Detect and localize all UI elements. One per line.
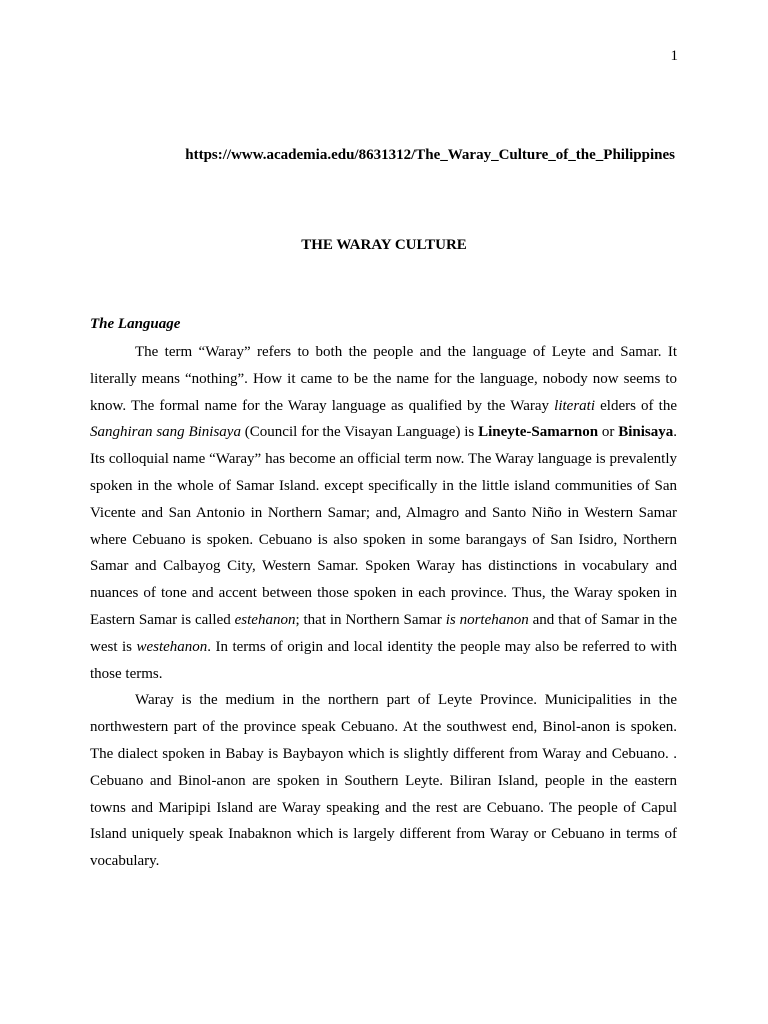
text-run: and that of Samar in the west is xyxy=(90,611,677,655)
text-run: . In terms of origin and local identity the people may also be referred to with those terms. xyxy=(90,638,678,682)
text-run-bold: Lineyte-Samarnon xyxy=(478,424,599,441)
source-url[interactable]: https://www.academia.edu/8631312/The_Waray_Culture_of_the_Philippines xyxy=(185,147,675,163)
text-run: elders of the xyxy=(595,397,677,414)
text-run-italic: westehanon xyxy=(136,638,208,655)
section-heading: The Language xyxy=(90,316,181,332)
text-run: Waray is the medium in the northern part of Leyte Province. Municipalities in the northwestern part of the province speak Cebuano. At the southwest end, Binol-anon is spoken. The dialect spoken in Babay is Baybayon which is slightly different from Waray and Cebuano. . Cebuano and Binol-anon are spoken in Southern Leyte. Biliran Island, people in the eastern towns and Maripipi Island are Waray speaking and the rest are Cebuano. The people of Capul Island uniquely speak Inabaknon which is largely different from Waray or Cebuano in terms of vocabulary. xyxy=(90,692,677,870)
document-title: THE WARAY CULTURE xyxy=(301,237,467,253)
body-text xyxy=(90,339,677,875)
text-run: or xyxy=(598,424,619,441)
text-run-italic: Sanghiran sang Binisaya xyxy=(90,424,241,441)
text-run-bold: Binisaya xyxy=(618,424,674,441)
text-run: (Council for the Visayan Language) is xyxy=(240,424,479,441)
paragraph xyxy=(90,339,677,687)
text-run: ; that in Northern Samar xyxy=(295,611,446,628)
text-run-italic: estehanon xyxy=(234,611,296,628)
text-run-italic: literati xyxy=(554,397,596,414)
text-run-italic: is nortehanon xyxy=(445,611,529,628)
text-run: The term “Waray” refers to both the people and the language of Leyte and Samar. It literally means “nothing”. How it came to be the name for the language, nobody now seems to know. The formal name for the Waray language as qualified by the Waray xyxy=(90,344,677,414)
text-run: . Its colloquial name “Waray” has become an official term now. The Waray language is prevalently spoken in the whole of Samar Island. except specifically in the little island communities of San Vicente and San Antonio in Northern Samar; and, Almagro and Santo Niño in Western Samar where Cebuano is spoken. Cebuano is also spoken in some barangays of San Isidro, Northern Samar and Calbayog City, Western Samar. Spoken Waray has distinctions in vocabulary and nuances of tone and accent between those spoken in each province. Thus, the Waray spoken in Eastern Samar is called xyxy=(90,424,677,628)
page-number: 1 xyxy=(670,48,678,64)
paragraph xyxy=(90,687,677,875)
